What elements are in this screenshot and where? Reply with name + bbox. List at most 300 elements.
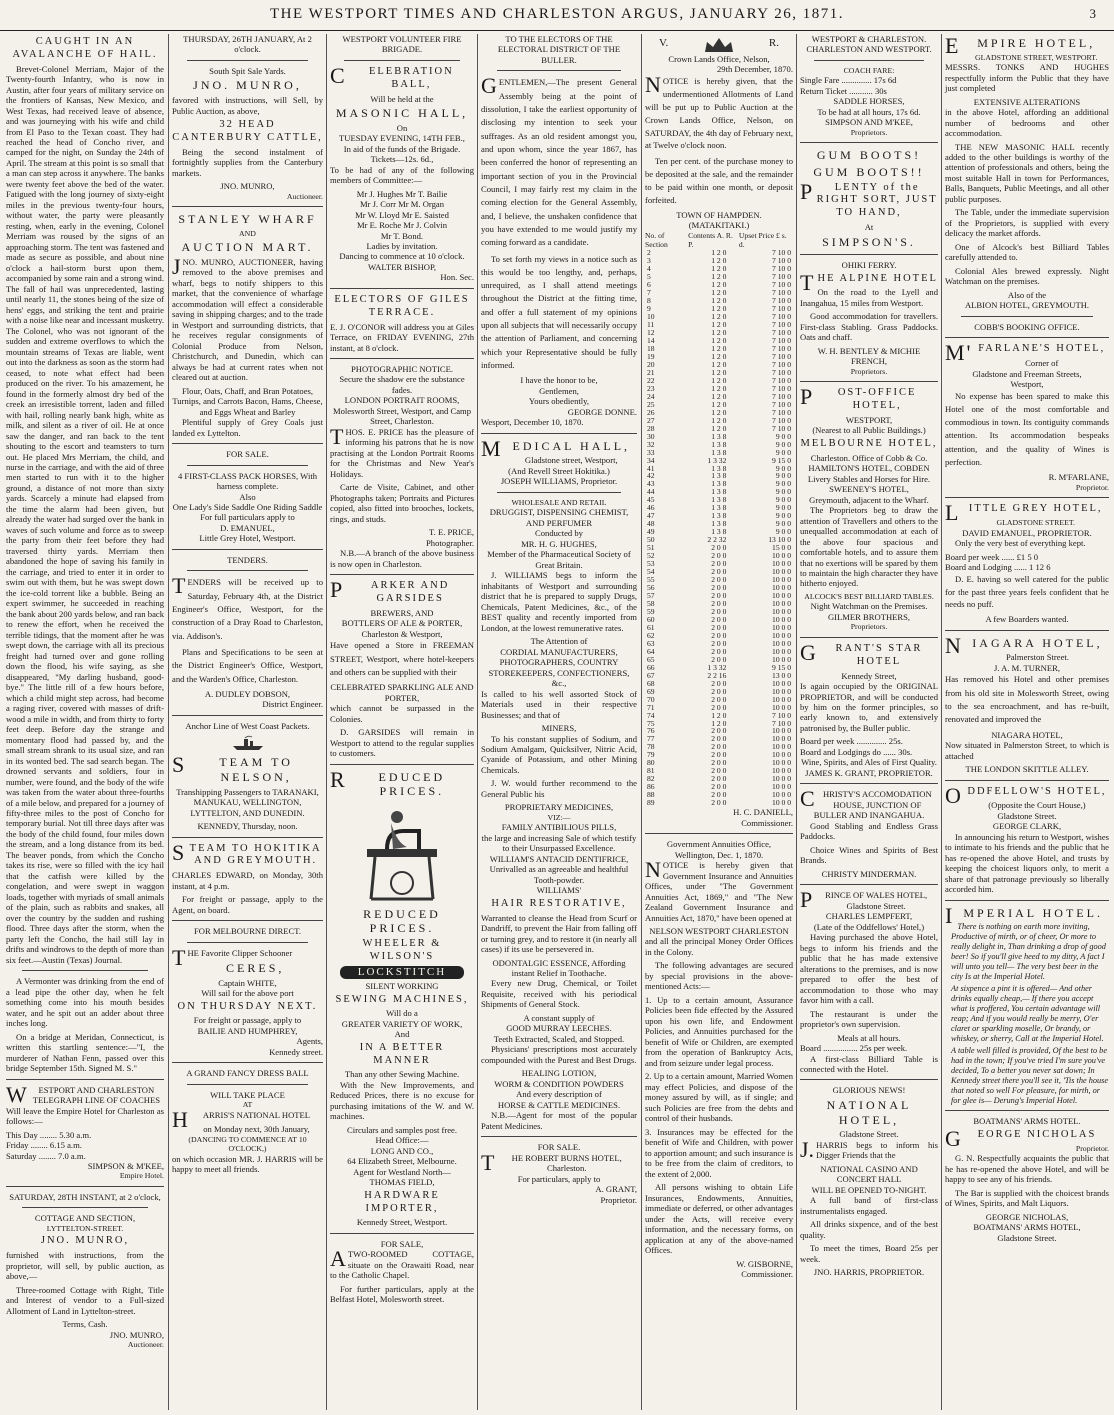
lot-price: 7 10 0 [772,256,791,266]
lot-price: 10 0 0 [772,614,791,624]
office-list: NELSON WESTPORT CHARLESTON [649,926,789,936]
ad-text: Circulars and samples post free. [346,1124,457,1135]
lot-price: 7 10 0 [772,383,791,393]
lot-section: 79 [647,750,655,760]
ad-signature-title: Proprietor. [1075,482,1109,492]
ad-text: Greymouth, adjacent to the Wharf. [809,494,929,505]
business-name: LONG AND CO., [370,1145,434,1156]
business-name: BOATMANS' ARMS HOTEL, [973,1222,1081,1233]
lot-price: 9 0 0 [775,527,791,537]
lot-price: 9 0 0 [775,479,791,489]
lot-section: 69 [647,686,655,696]
lot-section: 33 [647,447,655,457]
lot-price: 13 10 0 [768,535,791,545]
fare-row: Return Ticket ........... 30s [800,85,887,96]
lot-contents: 1 2 0 [711,272,727,282]
column-2 [170,34,325,1410]
lot-contents: 1 2 0 [711,264,727,274]
ad-signature: D. EMANUEL, [220,522,275,533]
ad-heading: REDUCED PRICES. [363,906,441,936]
ad-text: For further particulars, apply at the Belfast Hotel, Molesworth street. [330,1283,474,1305]
business-name: LITTLE GREY HOTEL, [945,500,1103,526]
newspaper-title: THE WESTPORT TIMES AND CHARLESTON ARGUS, JANUARY 26, 1871. [269,6,845,22]
notice-text: Ten per cent. of the purchase money to be deposited at the sale, and the remainder to be paid within one month, or deposit forfeited. [645,156,793,205]
ad-text: WORM & CONDITION POWDERS [494,1078,624,1089]
ad-text: The Proprietors beg to draw the attention of Travellers and others to the unequalled accommodation at each of the above four spacious and comfortable hotels, and to assure them that no exertions will be spared by them to maintain the high character they have hitherto enjoyed. [800,505,938,589]
ad-text: Having purchased the above Hotel, begs to inform his friends and the public that he has made extensive alterations to the premises, and is now prepared to offer the best of accommodation to those who may favor him with a call. [800,932,938,1006]
lot-price: 10 0 0 [772,702,791,712]
ad-heading: CHARLESTON AND WESTPORT. [806,44,932,55]
ad-signature: H. C. DANIELL, [733,807,793,818]
ad-text: HORSE & CATTLE MEDICINES. [497,1099,621,1110]
lot-price: 9 0 0 [775,495,791,505]
ad-signature: W. H. BENTLEY & MICHIE FRENCH, [817,345,921,367]
lot-section: 42 [647,471,655,481]
lot-contents: 2 0 0 [711,575,727,585]
ad-text: EXTENSIVE ALTERATIONS [973,96,1081,107]
ad-text: (And Revell Street Hokitika.) [508,465,610,476]
lot-section: 11 [647,320,655,330]
ad-heading: GLORIOUS NEWS! [832,1085,906,1096]
ad-text: Kennedy Street, Westport. [356,1217,448,1228]
ad-text: PLENTY of the RIGHT SORT, JUST TO HAND, [800,178,938,219]
ad-text: Secure the shadow ere the substance fades. [339,374,465,395]
ad-signature: T. E. PRICE, [429,527,474,538]
ad-signature-title: Commissioner. [741,817,793,828]
lot-price: 10 0 0 [772,559,791,569]
lot-section: 27 [647,415,655,425]
ad-signature-title: Photographer. [426,537,474,548]
ad-signature: CHRISTY MINDERMAN. [821,868,917,879]
business-name: THE LONDON SKITTLE ALLEY. [965,764,1089,775]
ad-text: Plans and Specifications to be seen at the District Engineer's Office, Westport, and the Warden's Office, Charleston. [172,646,323,684]
ad-text: J. W. would further recommend to the General Public his [481,778,637,799]
notice-item: 1. Up to a certain amount, Assurance Policies been fide effected by the Assured upon his own life, and Endowment Policies, and Annuities purchased for the benefit of Wife or Children, are exempted from the operation of Bankruptcy Acts, and from seizure under legal process. [645,994,793,1068]
committee-row: Mr J. Corr Mr M. Organ [359,199,445,210]
ad-text: Good Stabling and Endless Grass Paddocks. [800,820,938,842]
lot-price: 7 10 0 [772,423,791,433]
lot-contents: 1 3 8 [711,511,727,521]
lot-price: 7 10 0 [772,718,791,728]
ad-text: THE NEW MASONIC HALL recently added to the other buildings is worthy of the attention of professionals and others, being the most suitable Hall in town for Performances, Balls, Banquets, Public Meetings, and all other public purposes. [945,141,1109,204]
ad-text: Wine, Spirits, and Ales of First Quality. [801,757,937,768]
ad-text: N.B.—Agent for most of the popular Patent Medicines. [481,1110,637,1131]
ad-signature-title: Agents, [296,1036,323,1047]
lot-contents: 2 0 0 [711,543,727,553]
ad-text: WILLIAM'S ANTACID DENTIFRICE, Unrivalled as an agreeable and healthful Tooth-powder. [489,853,629,885]
lot-price: 10 0 0 [772,726,791,736]
ad-heading: OHIKI FERRY. [841,260,897,271]
ad-heading: AUCTION MART. [181,240,314,255]
ad-text: Being the second instalment of fortnightly supplies from the Canterbury markets. [172,146,323,178]
ad-text: WILLIAMS' [536,885,582,896]
ad-text: MINERS, [541,723,577,734]
ad-text: MESSRS. TONKS AND HUGHES respectfully inform the Public that they have just completed [945,62,1109,94]
ad-text: the large and increasing Sale of which testify to their Unsurpassed Excellence. [481,832,637,854]
lot-price: 9 0 0 [775,519,791,529]
ad-text: And every description of [516,1089,602,1100]
ad-text: To be had at all hours, 17s 6d. [817,106,921,117]
lot-section: 86 [647,782,655,792]
lot-price: 10 0 0 [772,678,791,688]
sewing-machine-illustration [357,803,447,903]
lot-section: 7 [647,288,651,298]
ad-signature: GILMER BROTHERS, [827,611,911,622]
lot-price: 9 0 0 [775,463,791,473]
proprietor-name: GEORGE CLARK, [992,821,1062,832]
business-name: ALBION HOTEL, GREYMOUTH. [964,300,1090,311]
lot-section: 74 [647,710,655,720]
ad-text: A constant supply of [523,1012,595,1023]
business-name: LONDON PORTRAIT ROOMS, [344,395,460,406]
lot-contents: 2 0 0 [711,630,727,640]
lot-contents: 1 2 0 [711,296,727,306]
timetable-row: This Day ........ 5.30 a.m. [6,1129,92,1140]
ad-signature: R. M'FARLANE, [1048,472,1109,483]
ad-text: Than any other Sewing Machine. [344,1069,460,1080]
lot-contents: 1 2 0 [711,415,727,425]
ad-text: To be had of any of the following members of Committee:— [330,164,474,186]
ad-text: favored with instructions, will Sell, by Public Auction, as above, [172,95,323,116]
lot-price: 9 0 0 [775,487,791,497]
lot-price: 10 0 0 [772,766,791,776]
ad-text: GOOD MURRAY LEECHES. [506,1023,612,1034]
lot-contents: 2 0 0 [711,567,727,577]
timetable-row: Friday ........ 6.15 a.m. [6,1140,82,1151]
ad-text: WESTPORT, [845,414,893,425]
ad-signature: JNO. MUNRO, [109,1329,164,1340]
office-name: Government Annuities Office, [666,839,772,850]
lot-contents: 2 0 0 [711,622,727,632]
ad-text: Meals at all hours. [837,1032,901,1043]
committee-row: Mr E. Roche Mr J. Colvin [357,220,447,231]
notice-text: and all the principal Money Order Offices in the Colony. [645,936,793,957]
lot-contents: 1 2 0 [711,328,727,338]
lot-contents: 2 0 0 [711,782,727,792]
ad-signature-place: Empire Hotel. [119,1171,164,1181]
column-1 [4,34,166,1410]
ad-date: Wesport, December 10, 1870. [481,417,584,428]
ad-signature-title: Commissioner. [741,1269,793,1280]
lot-section: 20 [647,359,655,369]
royal-crest-icon [701,34,737,54]
notice-text: The following advantages are secured by special provisions in the above-mentioned Acts:— [645,960,793,992]
lot-contents: 2 0 0 [711,678,727,688]
lot-price: 10 0 0 [772,646,791,656]
poem-stanza: At sixpence a pint it is offered— And other drinks equally cheap,— If there you accept what is proffered, You certain advantage will reap; And if you would really be merry, O'er claret or sparkling moselle, Or brandy, or whiskey, or sherry, Call at the Imperial Hotel. [951,984,1104,1043]
ad-signature: JNO. HARRIS, PROPRIETOR. [813,1267,925,1278]
lot-contents: 2 0 0 [711,726,727,736]
ad-text: Gladstone Street. [846,900,906,911]
ad-text: Every new Drug, Chemical, or Toilet Requisite, received with his periodical Shipments of General Stock. [481,978,637,1010]
ad-text: No expense has been spared to make this Hotel one of the most comfortable and commodious in town. Its contiguity commands attention. Its accommodation bespeaks attention, and the quality of Wines is perfection. [945,390,1109,468]
ad-text: E. J. O'CONOR will address you at Giles Terrace, on FRIDAY EVENING, 27th instant, at 8 o'clock. [330,321,474,353]
business-name: BOATMANS' ARMS HOTEL. [973,1116,1081,1127]
lot-price: 7 10 0 [772,343,791,353]
auctioneer-name: JNO. MUNRO, [193,78,302,93]
ad-text: BREWERS, AND [370,607,434,618]
lot-contents: 1 3 8 [711,527,727,537]
ad-signature: SIMPSON & M'KEE, [87,1161,164,1171]
ad-conjunction: AND [239,228,256,238]
business-name: ODDFELLOW'S HOTEL, [945,782,1107,808]
ad-signature-title: Auctioneer. [286,191,323,201]
sale-item: 4 FIRST-CLASS PACK HORSES, With harness complete. [177,470,318,492]
lot-contents: 1 2 0 [711,256,727,266]
ad-signature-title: Auctioneer. [127,1340,164,1350]
business-name: IMPERIAL HOTEL. [945,902,1103,928]
lot-contents: 2 0 0 [711,646,727,656]
lot-section: 4 [647,264,651,274]
lot-price: 7 10 0 [772,359,791,369]
ad-text: For freight or passage, apply to the Agent, on board. [172,894,323,915]
lot-section: 49 [647,527,655,537]
lot-section: 32 [647,439,655,449]
lot-section: 64 [647,646,655,656]
ad-text: Also [239,491,256,502]
lot-section: 88 [647,790,655,800]
ad-text: Teeth Extracted, Scaled, and Stopped. [493,1033,625,1044]
lot-price: 9 0 0 [775,471,791,481]
sale-location: LYTTELTON-STREET. [46,1223,124,1233]
lot-section: 89 [647,798,655,808]
lot-contents: 1 2 0 [711,351,727,361]
ad-text: Gentlemen, [539,385,579,396]
ad-text: Has removed his Hotel and other premises from his old site in Molesworth Street, owing to the sea encroachment, and has re-built, renovated and improved the [945,674,1109,725]
lot-price: 10 0 0 [772,551,791,561]
office-name: Crown Lands Office, Nelson, [668,54,770,64]
ad-text: Gladstone Street. [997,1232,1057,1243]
lot-section: 12 [647,328,655,338]
event-date: on Monday next, 30th January, [203,1124,310,1135]
lot-section: 70 [647,694,655,704]
ad-text: Corner of [1025,358,1059,369]
ship-name: KENNEDY, Thursday, noon. [197,821,298,832]
product-name: CELEBRATED SPARKLING ALE AND PORTER, [330,682,474,703]
business-name: THE ROBERT BURNS HOTEL, Charleston. [481,1149,622,1175]
committee-row: Mr T. Bond. [380,230,424,241]
event-date: TUESDAY EVENING, 14TH FEB., [339,133,465,144]
lot-contents: 1 3 8 [711,503,727,513]
lot-price: 10 0 0 [772,622,791,632]
lot-section: 52 [647,551,655,561]
ad-text: Plentiful supply of Grey Coals just landed ex Lyttelton. [172,417,323,438]
ad-text: Transhipping Passengers to TARANAKI, MANUKAU, WELLINGTON, LYTTELTON, AND DUNEDIN. [176,786,319,818]
ad-signature: SIMPSON AND M'KEE, [825,117,913,128]
lot-contents: 2 0 0 [711,702,727,712]
rate-row: Board per week .............. 25s. [800,736,903,747]
lot-price: 7 10 0 [772,320,791,330]
lot-section: 14 [647,336,655,345]
lot-contents: 1 2 0 [711,280,727,290]
lot-section: 50 [647,535,655,545]
ad-heading: FOR SALE, [380,1238,424,1249]
ad-signature-title: Hon. Sec. [440,272,474,283]
lot-section: 82 [647,774,655,784]
lot-row [645,799,793,807]
ad-text: GLADSTONE STREET. [996,518,1075,528]
ad-signature-place: Little Grey Hotel, Westport. [199,533,296,544]
town-subtitle: (MATAKITAKI.) [688,220,750,231]
lot-price: 10 0 0 [772,654,791,664]
ad-text: COBB'S BOOKING OFFICE. [974,321,1080,332]
lot-price: 10 0 0 [772,694,791,704]
sale-date: THURSDAY, 26TH JANUARY, At 2 o'clock. [183,34,312,55]
proprietor-name: CHARLES LEMPFERT, [825,911,913,922]
ad-text: Is again occupied by the ORIGINAL PROPRIETOR, and will be conducted by him on the former principles, so early known to, and extensively patronised by, the Buller public. [800,681,938,733]
ad-text: For full particulars apply to [200,512,295,523]
ad-text: D. GARSIDES will remain in Westport to attend to the regular supplies to customers. [330,727,474,759]
lot-contents: 2 0 0 [711,559,727,569]
lot-section: 75 [647,718,655,728]
lot-section: 71 [647,702,655,712]
ad-text: GLADSTONE STREET, WESTPORT. [975,52,1098,62]
ad-text: Charleston & Westport, [361,628,443,639]
ad-text: Ladies by invitation. [366,241,438,251]
ad-text: Gladstone and Freeman Streets, [972,368,1082,379]
poem-stanza: A table well filled is provided, Of the best to be had in the town; If you've tried I'm sure you've decided, To a better you never sat down; In Kennedy street there you'll see it, 'Tis the house that noted so well For pleasure, for mirth, or for glee is— Derung's Imperial Hotel. [951,1045,1109,1105]
fare-row: Single Fare .............. 17s 6d [800,75,897,86]
lot-section: 77 [647,734,655,744]
lot-contents: 2 0 0 [711,790,727,800]
lot-section: 67 [647,670,655,680]
lot-contents: 1 3 8 [711,479,727,489]
ad-text: furnished with instructions, from the proprietor, will sell, by public auction, as above,— [6,1250,164,1282]
lot-section: 55 [647,575,655,585]
column-4 [479,34,639,1410]
lot-price: 10 0 0 [772,798,791,808]
ad-signature-title: District Engineer. [262,699,323,710]
business-name: HAMILTON'S HOTEL, COBDEN [808,463,930,474]
product-name: HAIR RESTORATIVE, [491,897,627,909]
ad-text: (Opposite the Court House,) [988,800,1086,811]
lot-contents: 2 0 0 [711,591,727,600]
lot-contents: 1 2 0 [711,710,727,720]
ad-text: Gladstone Street. [839,1129,899,1140]
lot-section: 43 [647,479,655,489]
ad-text: Only the very best of everything kept. [955,538,1086,549]
ad-text: I have the honor to be, [520,375,598,386]
article-body: To set forth my views in a notice such as this would be too lengthy, and, perhaps, unrequired, as I shall attend meetings throughout the District at the fitting time, and offer a full statement of my opinions upon all subjects that will necessarily occupy the attention of Parliament, and concerning which your Representative should be fully informed. [481,253,637,371]
lot-contents: 1 2 0 [711,367,727,377]
notice-item: 3. Insurances may be effected for the benefit of Wife and Children, with power to apportion amount; and such insurance is to be free from the claim of creditors, to the extent of 2,000. [645,1126,793,1179]
lot-section: 3 [647,256,651,266]
ad-text: CHARLES EDWARD, on Monday, 30th instant, at 4 p.m. [172,870,323,891]
ad-text: The Table, under the immediate supervision of the Proprietors, is supplied with every delicacy the market affords. [945,207,1109,239]
ad-text: NATIONAL CASINO AND CONCERT HALL [820,1163,918,1185]
lot-price: 10 0 0 [772,591,791,600]
lot-section: 58 [647,598,655,608]
lot-section: 34 [647,455,655,465]
vr-right: R. [768,37,779,50]
lot-price: 13 0 0 [772,670,791,680]
lot-contents: 2 0 0 [711,598,727,608]
ad-text: With the New Improvements, and Reduced Prices, there is no excuse for purchasing imitations of the W. and W. machines. [330,1079,474,1122]
lot-section: 66 [647,662,655,672]
lot-contents: 1 3 8 [711,519,727,529]
lot-contents: 2 0 0 [711,774,727,784]
proprietor-name: GEORGE NICHOLAS [945,1125,1097,1151]
lot-price: 10 0 0 [772,774,791,784]
ad-text: AT [242,1100,253,1110]
column-3 [328,34,476,1410]
lot-contents: 1 3 8 [711,487,727,497]
lockstitch-banner: LOCKSTITCH [340,966,464,979]
lot-price: 9 0 0 [775,431,791,441]
ad-text: G. N. Respectfully acquaints the public that he has re-opened the above Hotel, and will be happy to see any of his friends. [945,1153,1109,1185]
lot-contents: 2 0 0 [711,654,727,664]
lot-section: 18 [647,343,655,353]
lot-section: 9 [647,304,651,314]
column-rule [326,34,327,1410]
lot-price: 7 10 0 [772,375,791,385]
ad-text: on which occasion MR. J. HARRIS will be happy to meet all friends. [172,1153,323,1175]
ad-subheading: TELEGRAPH LINE OF COACHES [32,1095,160,1106]
sale-location: South Spit Sale Yards. [209,65,286,76]
lot-contents: 1 3 8 [711,439,727,449]
ad-text: Will sail for the above port [201,988,294,999]
lot-price: 7 10 0 [772,399,791,409]
product-name: SEWING MACHINES, [335,993,469,1005]
ad-text: Three-roomed Cottage with Right, Title and Interest of vendor to a Full-sized Allotment of Land in Lyttelton-street. [6,1284,164,1316]
ad-heading: TENDERS. [227,554,268,565]
lot-contents: 1 2 0 [711,359,727,369]
ad-heading: REDUCED PRICES. [330,766,446,799]
ad-text: On the road to the Lyell and Inangahua, 15 miles from Westport. [800,287,938,308]
ad-text: In aid of the funds of the Brigade. [343,143,461,154]
lot-price: 10 0 0 [772,575,791,585]
business-name: GRANT'S STAR HOTEL [800,639,923,667]
lot-section: 30 [647,431,655,441]
lot-contents: 2 0 0 [711,686,727,696]
lot-price: 10 0 0 [772,758,791,768]
ad-text: For freight or passage, apply to [193,1015,302,1026]
article-paragraph: A Vermonter was drinking from the end of a lead pipe the other day, when he felt something come into his mouth besides water, and he spit out an adder about three inches long. [6,976,164,1029]
lot-contents: 2 0 0 [711,583,727,593]
lot-section: 21 [647,367,655,377]
sale-item: One Lady's Side Saddle One Riding Saddle [172,502,323,512]
lot-contents: 1 2 0 [711,343,727,353]
business-name: SWEENEY'S HOTEL, [829,484,909,495]
lot-section: 59 [647,606,655,616]
ad-signature: JNO. MUNRO, [220,181,275,192]
lot-price: 9 0 0 [775,439,791,449]
ad-text: WILL BE OPENED TO-NIGHT. [811,1184,927,1195]
ad-text: The Attention of [530,636,588,647]
lot-section: 80 [647,758,655,768]
lot-section: 46 [647,503,655,513]
lot-contents: 1 2 0 [711,399,727,409]
lot-section: 60 [647,614,655,624]
column-rule [477,34,478,1410]
committee-row: Mr J. Hughes Mr T. Bailie [356,188,448,199]
lot-section: 47 [647,511,655,521]
lots-header-price: Upset Price £ s. d. [738,230,787,250]
ad-signature: W. GISBORNE, [736,1258,793,1269]
ad-text: SILENT WORKING [365,981,439,992]
ad-text: MR. H. G. HUGHES, [521,538,597,549]
ad-text: BOTTLERS OF ALE & PORTER, [341,618,463,629]
lot-section: 28 [647,423,655,433]
ad-text: Dancing to commence at 10 o'clock. [339,251,465,262]
ad-text: Warranted to cleanse the Head from Scurf or Dandriff, to prevent the Hair from falling off or turning grey, and to restore it (in nearly all cases) if its use be persevered in. [481,912,637,955]
lot-price: 7 10 0 [772,312,791,322]
business-name: SIMPSON'S. [822,234,916,249]
lot-price: 7 10 0 [772,272,791,282]
ad-text: N.B.—A branch of the above business is now open in Charleston. [330,548,474,569]
terms: Terms, Cash. [62,1319,108,1330]
ad-text: Yours obediently, [528,396,590,407]
